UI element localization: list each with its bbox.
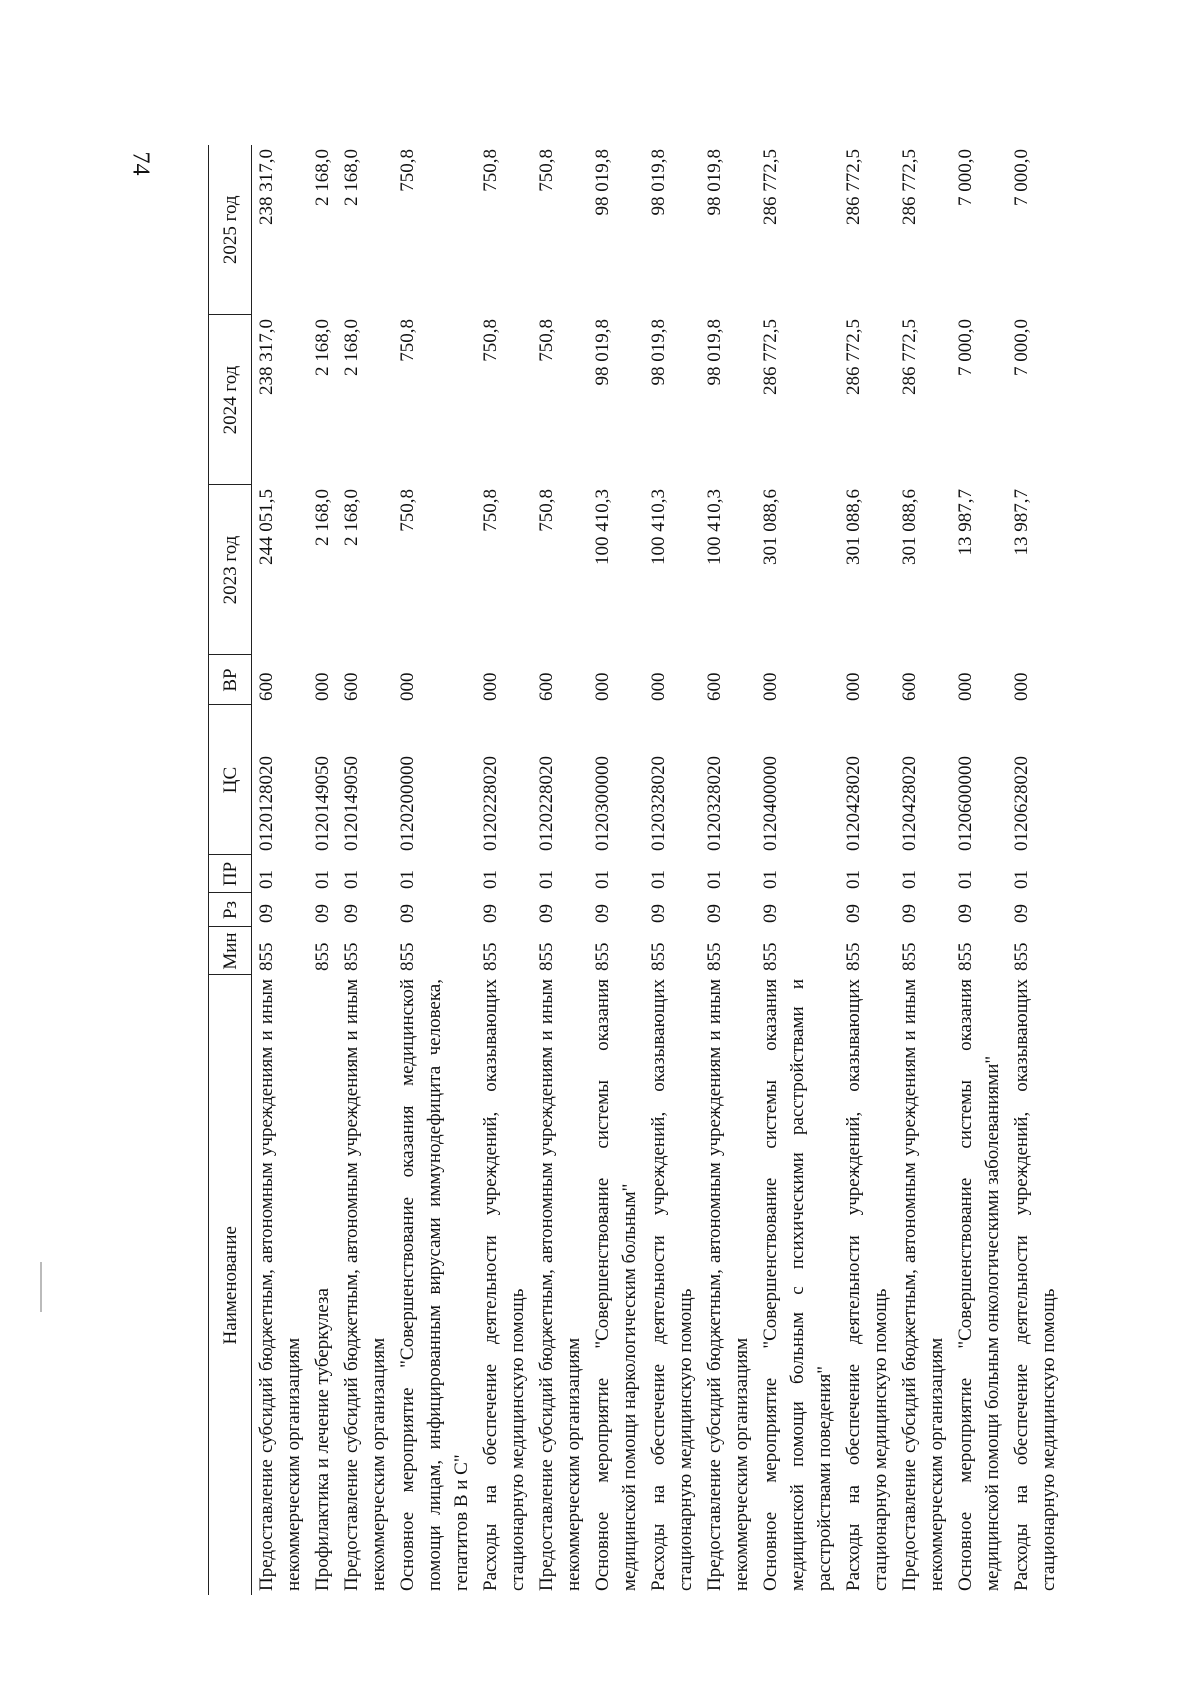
table-row bbox=[337, 145, 393, 1595]
cell-pr: 01 bbox=[256, 870, 277, 889]
cell-2025: 238 317,0 bbox=[256, 149, 277, 225]
cell-2024: 750,8 bbox=[480, 319, 501, 362]
cell-cs: 0120228020 bbox=[536, 756, 557, 851]
cell-rz: 09 bbox=[704, 904, 725, 923]
cell-cs: 0120400000 bbox=[760, 756, 781, 851]
cell-2023: 301 088,6 bbox=[760, 489, 781, 565]
cell-vr: 000 bbox=[480, 672, 501, 701]
cell-2023: 2 168,0 bbox=[312, 489, 333, 546]
cell-name: Предоставление субсидий бюджетным, автономным учреждениям и иным некоммерческим организациям bbox=[256, 979, 304, 1591]
cell-2025: 286 772,5 bbox=[760, 149, 781, 225]
cell-rz: 09 bbox=[256, 904, 277, 923]
cell-2023: 2 168,0 bbox=[341, 489, 362, 546]
cell-pr: 01 bbox=[899, 870, 920, 889]
cell-rz: 09 bbox=[843, 904, 864, 923]
cell-name: Предоставление субсидий бюджетным, автономным учреждениям и иным некоммерческим организациям bbox=[536, 979, 584, 1591]
cell-cs: 0120149050 bbox=[312, 756, 333, 851]
cell-2024: 2 168,0 bbox=[312, 319, 333, 376]
table-row bbox=[1007, 145, 1063, 1595]
cell-pr: 01 bbox=[760, 870, 781, 889]
table-row bbox=[252, 145, 309, 1595]
cell-rz: 09 bbox=[592, 904, 613, 923]
cell-name: Расходы на обеспечение деятельности учреждений, оказывающих стационарную медицинскую помощь bbox=[1011, 979, 1059, 1591]
header-vr: ВР bbox=[209, 655, 252, 705]
cell-vr: 000 bbox=[397, 672, 418, 701]
cell-min: 855 bbox=[397, 942, 418, 971]
cell-rz: 09 bbox=[341, 904, 362, 923]
cell-vr: 000 bbox=[592, 672, 613, 701]
cell-min: 855 bbox=[704, 942, 725, 971]
cell-cs: 0120149050 bbox=[341, 756, 362, 851]
cell-vr: 000 bbox=[760, 672, 781, 701]
cell-cs: 0120600000 bbox=[955, 756, 976, 851]
cell-vr: 600 bbox=[256, 672, 277, 701]
cell-pr: 01 bbox=[312, 870, 333, 889]
cell-2024: 286 772,5 bbox=[843, 319, 864, 395]
cell-min: 855 bbox=[648, 942, 669, 971]
cell-name: Предоставление субсидий бюджетным, автономным учреждениям и иным некоммерческим организациям bbox=[704, 979, 752, 1591]
cell-cs: 0120128020 bbox=[256, 756, 277, 851]
cell-pr: 01 bbox=[1011, 870, 1032, 889]
cell-min: 855 bbox=[843, 942, 864, 971]
cell-min: 855 bbox=[955, 942, 976, 971]
cell-vr: 600 bbox=[341, 672, 362, 701]
cell-min: 855 bbox=[1011, 942, 1032, 971]
table-row bbox=[588, 145, 644, 1595]
cell-pr: 01 bbox=[536, 870, 557, 889]
cell-cs: 0120428020 bbox=[899, 756, 920, 851]
table-row bbox=[700, 145, 756, 1595]
cell-name: Профилактика и лечение туберкулеза bbox=[312, 1288, 333, 1591]
cell-2025: 7 000,0 bbox=[955, 149, 976, 206]
cell-2025: 2 168,0 bbox=[312, 149, 333, 206]
cell-vr: 000 bbox=[312, 672, 333, 701]
cell-min: 855 bbox=[480, 942, 501, 971]
cell-2023: 100 410,3 bbox=[648, 489, 669, 565]
table-row bbox=[308, 145, 337, 1595]
header-2025: 2025 год bbox=[209, 145, 252, 315]
cell-2024: 750,8 bbox=[397, 319, 418, 362]
cell-2025: 750,8 bbox=[397, 149, 418, 192]
cell-cs: 0120428020 bbox=[843, 756, 864, 851]
cell-pr: 01 bbox=[704, 870, 725, 889]
cell-rz: 09 bbox=[648, 904, 669, 923]
cell-2023: 301 088,6 bbox=[843, 489, 864, 565]
header-min: Мин bbox=[209, 927, 252, 975]
cell-vr: 000 bbox=[648, 672, 669, 701]
table-row bbox=[476, 145, 532, 1595]
page-number: 74 bbox=[127, 151, 154, 176]
cell-vr: 600 bbox=[704, 672, 725, 701]
cell-2024: 750,8 bbox=[536, 319, 557, 362]
cell-2024: 98 019,8 bbox=[592, 319, 613, 386]
header-rz: Рз bbox=[209, 893, 252, 927]
cell-2025: 98 019,8 bbox=[704, 149, 725, 216]
cell-rz: 09 bbox=[536, 904, 557, 923]
table-header-row bbox=[209, 145, 252, 1595]
table-row bbox=[532, 145, 588, 1595]
cell-name: Предоставление субсидий бюджетным, автономным учреждениям и иным некоммерческим организациям bbox=[341, 979, 389, 1591]
cell-pr: 01 bbox=[648, 870, 669, 889]
table-row bbox=[644, 145, 700, 1595]
cell-2023: 750,8 bbox=[536, 489, 557, 532]
header-pr: ПР bbox=[209, 855, 252, 893]
cell-name: Расходы на обеспечение деятельности учреждений, оказывающих стационарную медицинскую помощь bbox=[648, 979, 696, 1591]
cell-cs: 0120300000 bbox=[592, 756, 613, 851]
cell-pr: 01 bbox=[341, 870, 362, 889]
budget-table bbox=[208, 145, 1063, 1595]
cell-min: 855 bbox=[312, 942, 333, 971]
table-row bbox=[951, 145, 1007, 1595]
cell-rz: 09 bbox=[312, 904, 333, 923]
cell-2025: 750,8 bbox=[536, 149, 557, 192]
cell-2025: 286 772,5 bbox=[843, 149, 864, 225]
cell-2025: 286 772,5 bbox=[899, 149, 920, 225]
cell-min: 855 bbox=[899, 942, 920, 971]
cell-2023: 13 987,7 bbox=[955, 489, 976, 556]
cell-2023: 13 987,7 bbox=[1011, 489, 1032, 556]
cell-name: Предоставление субсидий бюджетным, автономным учреждениям и иным некоммерческим организациям bbox=[899, 979, 947, 1591]
cell-name: Расходы на обеспечение деятельности учреждений, оказывающих стационарную медицинскую помощь bbox=[480, 979, 528, 1591]
cell-min: 855 bbox=[592, 942, 613, 971]
cell-pr: 01 bbox=[955, 870, 976, 889]
table-row bbox=[393, 145, 476, 1595]
cell-vr: 600 bbox=[899, 672, 920, 701]
table-row bbox=[895, 145, 951, 1595]
header-2024: 2024 год bbox=[209, 315, 252, 485]
cell-2024: 98 019,8 bbox=[648, 319, 669, 386]
cell-cs: 0120228020 bbox=[480, 756, 501, 851]
cell-2025: 2 168,0 bbox=[341, 149, 362, 206]
cell-min: 855 bbox=[760, 942, 781, 971]
cell-min: 855 bbox=[341, 942, 362, 971]
cell-2024: 7 000,0 bbox=[1011, 319, 1032, 376]
cell-2024: 2 168,0 bbox=[341, 319, 362, 376]
cell-2025: 98 019,8 bbox=[592, 149, 613, 216]
header-2023: 2023 год bbox=[209, 485, 252, 655]
cell-2025: 750,8 bbox=[480, 149, 501, 192]
cell-rz: 09 bbox=[397, 904, 418, 923]
cell-rz: 09 bbox=[899, 904, 920, 923]
cell-pr: 01 bbox=[592, 870, 613, 889]
cell-vr: 000 bbox=[955, 672, 976, 701]
cell-cs: 0120328020 bbox=[648, 756, 669, 851]
cell-pr: 01 bbox=[397, 870, 418, 889]
cell-rz: 09 bbox=[760, 904, 781, 923]
cell-vr: 000 bbox=[1011, 672, 1032, 701]
cell-vr: 000 bbox=[843, 672, 864, 701]
cell-2023: 750,8 bbox=[480, 489, 501, 532]
cell-2024: 7 000,0 bbox=[955, 319, 976, 376]
cell-rz: 09 bbox=[955, 904, 976, 923]
cell-cs: 0120628020 bbox=[1011, 756, 1032, 851]
cell-2024: 238 317,0 bbox=[256, 319, 277, 395]
rotated-table-container bbox=[208, 145, 1059, 1595]
cell-2024: 98 019,8 bbox=[704, 319, 725, 386]
cell-2023: 100 410,3 bbox=[592, 489, 613, 565]
cell-rz: 09 bbox=[480, 904, 501, 923]
cell-name: Основное мероприятие "Совершенствование системы оказания медицинской помощи больным с психическими расстройствами и расстройствами поведения" bbox=[760, 979, 835, 1591]
cell-2024: 286 772,5 bbox=[899, 319, 920, 395]
cell-vr: 600 bbox=[536, 672, 557, 701]
cell-pr: 01 bbox=[480, 870, 501, 889]
cell-2025: 98 019,8 bbox=[648, 149, 669, 216]
cell-name: Основное мероприятие "Совершенствование оказания медицинской помощи лицам, инфицированным вирусами иммунодефицита человека, гепатитов В и С" bbox=[397, 979, 472, 1591]
cell-2023: 100 410,3 bbox=[704, 489, 725, 565]
table-body bbox=[252, 145, 1064, 1595]
header-name: Наименование bbox=[209, 975, 252, 1595]
cell-2025: 7 000,0 bbox=[1011, 149, 1032, 206]
cell-2023: 750,8 bbox=[397, 489, 418, 532]
cell-name: Основное мероприятие "Совершенствование системы оказания медицинской помощи наркологическим больным" bbox=[592, 979, 640, 1591]
cell-name: Основное мероприятие "Совершенствование системы оказания медицинской помощи больным онкологическими заболеваниями" bbox=[955, 979, 1003, 1591]
cell-min: 855 bbox=[256, 942, 277, 971]
cell-2023: 301 088,6 bbox=[899, 489, 920, 565]
table-row bbox=[839, 145, 895, 1595]
table-row bbox=[756, 145, 839, 1595]
cell-min: 855 bbox=[536, 942, 557, 971]
cell-rz: 09 bbox=[1011, 904, 1032, 923]
header-cs: ЦС bbox=[209, 705, 252, 855]
cell-name: Расходы на обеспечение деятельности учреждений, оказывающих стационарную медицинскую помощь bbox=[843, 979, 891, 1591]
cell-2024: 286 772,5 bbox=[760, 319, 781, 395]
cell-cs: 0120200000 bbox=[397, 756, 418, 851]
cell-cs: 0120328020 bbox=[704, 756, 725, 851]
cell-pr: 01 bbox=[843, 870, 864, 889]
scan-margin-mark bbox=[40, 1262, 42, 1312]
cell-2023: 244 051,5 bbox=[256, 489, 277, 565]
